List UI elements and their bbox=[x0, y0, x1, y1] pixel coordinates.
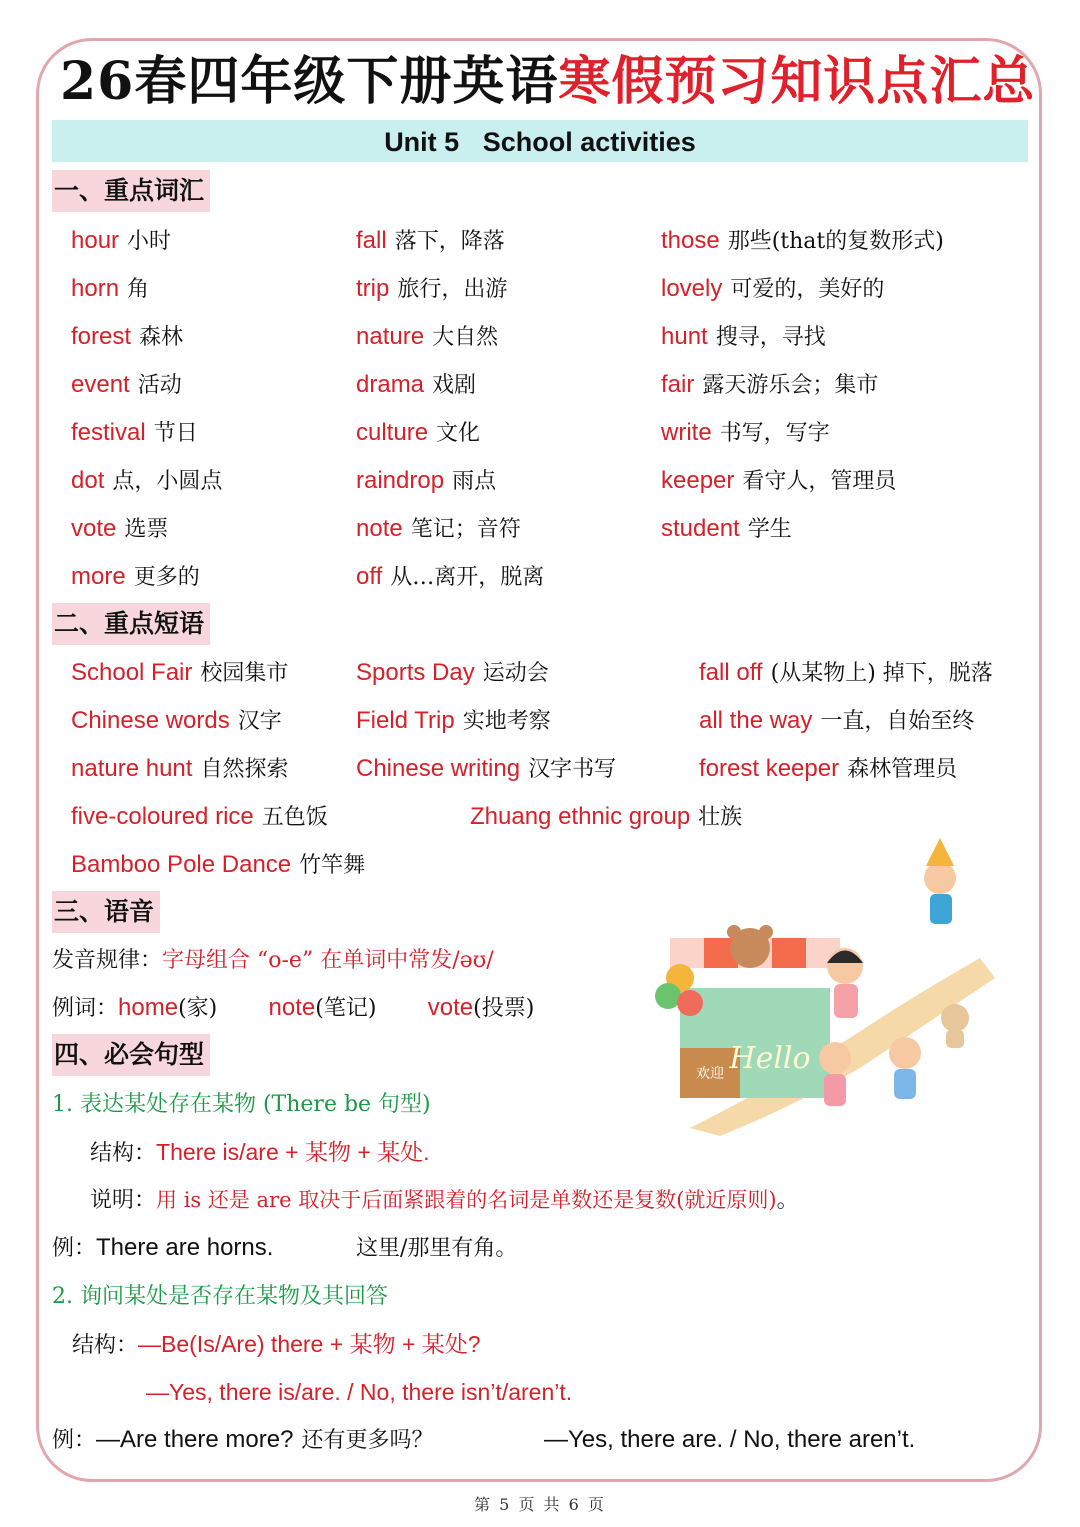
pattern-2-structure-question-text: —Be(Is/Are) there + 某物 + 某处? bbox=[138, 1331, 481, 1357]
page-footer: 第 5 页 共 6 页 bbox=[474, 1495, 606, 1514]
vocab-item bbox=[661, 413, 830, 453]
vocab-word: fall bbox=[356, 227, 387, 254]
phrase-meaning: 汉字 bbox=[237, 709, 282, 734]
pattern-1-note-label: 说明： bbox=[90, 1188, 157, 1213]
boy-shirt bbox=[894, 1069, 916, 1099]
vocab-word: event bbox=[71, 371, 130, 398]
pattern-2-example-question-zh: 还有更多吗？ bbox=[301, 1428, 434, 1453]
vocab-item bbox=[661, 269, 884, 309]
pattern-2-structure-question bbox=[72, 1324, 481, 1364]
vocab-item bbox=[71, 365, 182, 405]
phrase-meaning: 五色饭 bbox=[261, 805, 328, 830]
phonics-example-meaning: (投票) bbox=[473, 996, 535, 1021]
phrase-meaning: 森林管理员 bbox=[847, 757, 958, 782]
vocab-item bbox=[356, 365, 476, 405]
vocab-word: those bbox=[661, 227, 720, 254]
vocab-word: keeper bbox=[661, 467, 735, 494]
school-fair-illustration bbox=[650, 838, 1000, 1138]
phrase-english: Field Trip bbox=[356, 707, 455, 734]
pattern-1-structure-text: There is/are + 某物 + 某处. bbox=[156, 1139, 430, 1165]
vocab-item bbox=[356, 317, 498, 357]
phrase-item bbox=[356, 701, 551, 741]
vocab-word: vote bbox=[71, 515, 117, 542]
pattern-1-note bbox=[90, 1180, 799, 1220]
phrase-item bbox=[356, 749, 616, 789]
vocab-meaning: 露天游乐会；集市 bbox=[702, 373, 879, 398]
vocab-meaning: 旅行，出游 bbox=[397, 277, 508, 302]
phrase-item bbox=[71, 701, 282, 741]
section-heading-phonics: 三、语音 bbox=[52, 891, 160, 933]
vocab-word: hunt bbox=[661, 323, 708, 350]
vocab-word: nature bbox=[356, 323, 425, 350]
pattern-2-example-answer bbox=[544, 1420, 915, 1460]
phonics-example-meaning: (家) bbox=[178, 996, 218, 1021]
vocab-meaning: 活动 bbox=[137, 373, 182, 398]
phonics-rule-label: 发音规律： bbox=[52, 948, 163, 973]
vocab-word: trip bbox=[356, 275, 390, 302]
vocab-item bbox=[71, 413, 198, 453]
pattern-2-example bbox=[52, 1420, 433, 1460]
pattern-2-title bbox=[52, 1276, 388, 1316]
phrase-meaning: 一直，自始至终 bbox=[820, 709, 975, 734]
phrase-item bbox=[71, 653, 288, 693]
balloon-icon bbox=[655, 983, 681, 1009]
child-face bbox=[819, 1042, 851, 1074]
vocab-item bbox=[356, 461, 496, 501]
phonics-example-word: vote bbox=[427, 994, 474, 1021]
phonics-rule-text: 字母组合 “o-e” 在单词中常发/əʊ/ bbox=[162, 948, 494, 973]
phrase-item bbox=[71, 797, 328, 837]
child-dress bbox=[824, 1074, 846, 1106]
pattern-1-structure-label: 结构： bbox=[90, 1141, 157, 1166]
vocab-word: student bbox=[661, 515, 740, 542]
boy-face bbox=[889, 1037, 921, 1069]
vocab-word: fair bbox=[661, 371, 695, 398]
balloon-icon bbox=[677, 990, 703, 1016]
vocab-word: dot bbox=[71, 467, 105, 494]
phrase-item bbox=[699, 749, 957, 789]
vocab-meaning: 节日 bbox=[153, 421, 198, 446]
phrase-meaning: 运动会 bbox=[482, 661, 549, 686]
vocab-item bbox=[356, 413, 480, 453]
vocab-item bbox=[71, 557, 200, 597]
unit-name: School activities bbox=[482, 127, 696, 157]
vocab-word: more bbox=[71, 563, 126, 590]
pattern-2-structure-label: 结构： bbox=[72, 1333, 139, 1358]
vocab-meaning: 笔记；音符 bbox=[410, 517, 521, 542]
section-heading-phrases: 二、重点短语 bbox=[52, 603, 210, 645]
pattern-2-title-text: 2. 询问某处是否存在某物及其回答 bbox=[52, 1284, 388, 1309]
vocab-item bbox=[71, 509, 168, 549]
phrase-english: five-coloured rice bbox=[71, 803, 254, 830]
pattern-2-example-label: 例： bbox=[52, 1428, 97, 1453]
phrase-item bbox=[356, 653, 549, 693]
phrase-english: Chinese words bbox=[71, 707, 230, 734]
vocab-word: horn bbox=[71, 275, 120, 302]
vocab-meaning: 看守人，管理员 bbox=[742, 469, 897, 494]
girl-dress bbox=[834, 984, 858, 1018]
vocab-meaning: 可爱的，美好的 bbox=[730, 277, 885, 302]
section-heading-sentences: 四、必会句型 bbox=[52, 1034, 210, 1076]
vocab-meaning: 选票 bbox=[124, 517, 169, 542]
vocab-item bbox=[356, 509, 521, 549]
vocab-meaning: 点，小圆点 bbox=[112, 469, 223, 494]
vocab-item bbox=[71, 461, 222, 501]
phrase-meaning: 竹竿舞 bbox=[299, 853, 366, 878]
phrase-item bbox=[470, 797, 742, 837]
pattern-1-example-label: 例： bbox=[52, 1236, 97, 1261]
phrase-english: Bamboo Pole Dance bbox=[71, 851, 292, 878]
vocab-meaning: 更多的 bbox=[133, 565, 200, 590]
vocab-word: culture bbox=[356, 419, 429, 446]
phrase-meaning: 校园集市 bbox=[200, 661, 289, 686]
vocab-meaning: 学生 bbox=[747, 517, 792, 542]
phrase-item bbox=[699, 653, 993, 693]
vocab-item bbox=[661, 509, 792, 549]
pattern-1-structure bbox=[90, 1132, 430, 1172]
bear-ear bbox=[727, 925, 741, 939]
vocab-meaning: 雨点 bbox=[452, 469, 497, 494]
vocab-item bbox=[356, 269, 507, 309]
vocab-meaning: 大自然 bbox=[432, 325, 499, 350]
vocab-item bbox=[71, 317, 183, 357]
phrase-meaning: 汉字书写 bbox=[528, 757, 617, 782]
title-part-black: 26春四年级下册英语 bbox=[60, 51, 559, 112]
pattern-2-structure-answer-text: —Yes, there is/are. / No, there isn’t/aren’t. bbox=[146, 1379, 573, 1405]
pattern-2-structure-answer bbox=[146, 1372, 572, 1412]
phonics-examples bbox=[52, 988, 534, 1028]
phrase-meaning: 壮族 bbox=[698, 805, 743, 830]
awning-stripe bbox=[670, 938, 704, 968]
phrase-english: forest keeper bbox=[699, 755, 840, 782]
title-part-red: 寒假预习知识点汇总 bbox=[558, 51, 1036, 112]
phrase-english: Zhuang ethnic group bbox=[470, 803, 691, 830]
hello-sign-text: Hello bbox=[729, 1041, 811, 1076]
vocab-item bbox=[661, 461, 896, 501]
bear-ear bbox=[759, 925, 773, 939]
vocab-word: write bbox=[661, 419, 712, 446]
page-title bbox=[60, 42, 1040, 122]
vocab-word: off bbox=[356, 563, 383, 590]
phrase-meaning: 自然探索 bbox=[200, 757, 289, 782]
vocab-item bbox=[71, 269, 149, 309]
vocab-word: festival bbox=[71, 419, 146, 446]
vocab-word: lovely bbox=[661, 275, 723, 302]
phrase-english: Chinese writing bbox=[356, 755, 521, 782]
pattern-1-example-zh: 这里/那里有角。 bbox=[356, 1236, 518, 1261]
vocab-item bbox=[661, 221, 944, 261]
vocab-word: note bbox=[356, 515, 403, 542]
vocab-item bbox=[356, 557, 544, 597]
phrase-english: Sports Day bbox=[356, 659, 475, 686]
pattern-2-example-answer-text: —Yes, there are. / No, there aren’t. bbox=[544, 1426, 916, 1453]
pattern-1-example-translation bbox=[356, 1228, 517, 1268]
vocab-meaning: 从…离开，脱离 bbox=[390, 565, 545, 590]
phrase-english: all the way bbox=[699, 707, 813, 734]
teddy-bear-body bbox=[946, 1030, 964, 1048]
phrase-item bbox=[71, 845, 365, 885]
phrase-meaning: (从某物上) 掉下，脱落 bbox=[770, 661, 993, 686]
vocab-word: drama bbox=[356, 371, 425, 398]
vocab-item bbox=[661, 317, 826, 357]
pattern-1-title bbox=[52, 1084, 431, 1124]
phonics-rule bbox=[52, 940, 494, 980]
vocab-item bbox=[661, 365, 878, 405]
vocab-meaning: 戏剧 bbox=[432, 373, 477, 398]
welcome-sign-text: 欢迎 bbox=[696, 1066, 724, 1082]
phrase-item bbox=[71, 749, 288, 789]
vocab-item bbox=[71, 221, 171, 261]
pattern-1-note-end: 。 bbox=[776, 1188, 799, 1213]
pattern-1-example bbox=[52, 1228, 273, 1268]
vocab-word: hour bbox=[71, 227, 120, 254]
unit-banner bbox=[52, 120, 1028, 162]
vocab-meaning: 角 bbox=[127, 277, 150, 302]
phonics-example-label: 例词： bbox=[52, 996, 119, 1021]
vocab-word: forest bbox=[71, 323, 132, 350]
vocab-meaning: 小时 bbox=[127, 229, 172, 254]
unit-label: Unit 5 bbox=[384, 127, 460, 157]
pattern-2-example-question: —Are there more? bbox=[96, 1426, 294, 1453]
phonics-example-word: note bbox=[268, 994, 316, 1021]
vocab-item bbox=[356, 221, 505, 261]
vocab-meaning: 搜寻，寻找 bbox=[715, 325, 826, 350]
vocab-meaning: 书写，写字 bbox=[719, 421, 830, 446]
pattern-1-note-text: 用 is 还是 are 取决于后面紧跟着的名词是单数还是复数(就近原则) bbox=[156, 1188, 777, 1212]
phrase-item bbox=[699, 701, 974, 741]
vocab-word: raindrop bbox=[356, 467, 445, 494]
vocab-meaning: 那些(that的复数形式) bbox=[727, 229, 944, 254]
vocab-meaning: 落下，降落 bbox=[394, 229, 505, 254]
phrase-english: fall off bbox=[699, 659, 763, 686]
teddy-bear-icon bbox=[941, 1004, 969, 1032]
vocab-meaning: 文化 bbox=[436, 421, 481, 446]
vocab-meaning: 森林 bbox=[139, 325, 184, 350]
phonics-example-meaning: (笔记) bbox=[315, 996, 377, 1021]
pattern-1-example-en: There are horns. bbox=[96, 1234, 274, 1261]
section-heading-vocab: 一、重点词汇 bbox=[52, 170, 210, 212]
pattern-1-title-text: 1. 表达某处存在某物 (There be 句型) bbox=[52, 1092, 431, 1117]
phonics-example-word: home bbox=[118, 994, 179, 1021]
clown-body bbox=[930, 894, 952, 924]
clown-face bbox=[924, 862, 956, 894]
phrase-english: nature hunt bbox=[71, 755, 193, 782]
clown-hat bbox=[926, 838, 954, 866]
phrase-meaning: 实地考察 bbox=[462, 709, 551, 734]
phrase-english: School Fair bbox=[71, 659, 193, 686]
